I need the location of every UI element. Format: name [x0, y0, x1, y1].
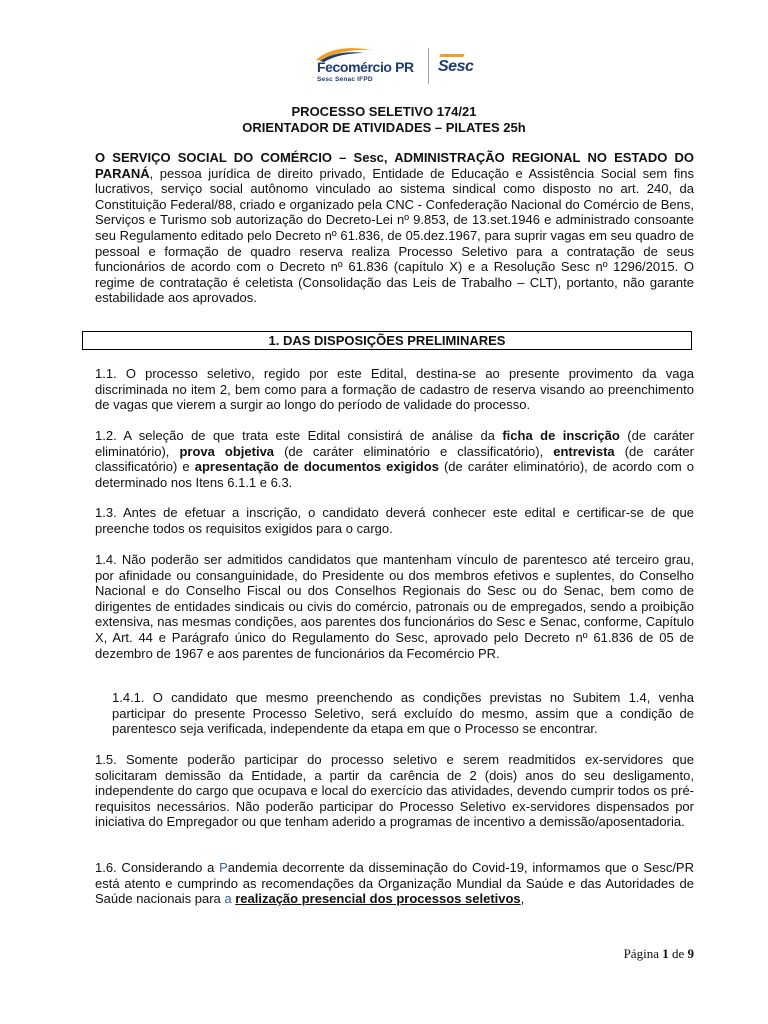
- p1-2-bold-prova: prova objetiva: [179, 443, 275, 459]
- paragraph-1-5: 1.5. Somente poderão participar do processo seletivo e serem readmitidos ex-servidores que solicitaram demissão da Entidade, a partir da carência de 2 (dois) anos do seu desligamento, independente do cargo que ocupava e local do exercício das atividades, devendo cumprir todos os pré-requisitos necessários. Não poderão participar do Processo Seletivo ex-servidores dispensados por iniciativa do Empregador ou que tenham aderido a programas de incentivo a demissão/aposentadoria.: [95, 752, 694, 830]
- paragraph-1-3: 1.3. Antes de efetuar a inscrição, o candidato deverá conhecer este edital e certificar-se de que preenche todos os requisitos exigidos para o cargo.: [95, 505, 694, 536]
- document-title: PROCESSO SELETIVO 174/21: [291, 104, 477, 119]
- p1-2-bold-entrevista: entrevista: [553, 443, 615, 459]
- intro-text: , pessoa jurídica de direito privado, Entidade de Educação e Assistência Social sem fins lucrativos, serviço social autônomo vinculado ao sistema sindical como disposto no art. 240, da Constituição Federal/88, criado e organizado pela CNC - Confederação Nacional do Comércio de Bens, Serviços e Turismo sob autorização do Decreto-Lei nº 9.853, de 13.set.1946 e administrado consoante seu Regulamento editado pelo Decreto nº 61.836, de 05.dez.1967, para suprir vagas em seu quadro de pessoal e formação de quadro reserva realiza Processo Seletivo para a contratação de seus funcionários de acordo com o Decreto nº 61.836 (capítulo X) e a Resolução Sesc nº 1296/2015. O regime de contratação é celetista (Consolidação das Leis de Trabalho – CLT), portanto, não garante estabilidade aos aprovados.: [95, 165, 694, 306]
- p1-2-text-g: (de caráter classificatório) e: [95, 443, 694, 475]
- p1-2-text-e: (de caráter eliminatório e classificatório),: [274, 443, 554, 459]
- footer-page-total: 9: [687, 946, 694, 961]
- section-1-heading: 1. DAS DISPOSIÇÕES PRELIMINARES: [82, 331, 692, 350]
- paragraph-1-2: [95, 428, 694, 490]
- paragraph-1-4: 1.4. Não poderão ser admitidos candidatos que mantenham vínculo de parentesco até terceiro grau, por afinidade ou consanguinidade, do Presidente ou dos membros efetivos e suplentes, do Conselho Nacional e do Conselho Fiscal ou dos Conselhos Regionais do Sesc ou do Senac, bem como de dirigentes de entidades sindicais ou civis do comércio, patronais ou de empregados, sendo a proibição extensiva, nas mesmas condições, aos parentes dos funcionários do Sesc e Senac, conforme, Capítulo X, Art. 44 e Parágrafo único do Regulamento do Sesc, aprovado pelo Decreto nº 61.836 de 05 de dezembro de 1967 e aos parentes de funcionários da Fecomércio PR.: [95, 552, 694, 661]
- header-logos: [0, 44, 768, 88]
- sesc-logo: Sesc: [438, 58, 474, 75]
- p1-2-bold-documentos: apresentação de documentos exigidos: [194, 459, 439, 475]
- paragraph-1-4-1: 1.4.1. O candidato que mesmo preenchendo as condições previstas no Subitem 1.4, venha participar do presente Processo Seletivo, será excluído do mesmo, assim que a condição de parentesco seja verificada, independente da etapa em que o Processo se encontrar.: [112, 690, 694, 737]
- p1-6-text-a: 1.6. Considerando a: [95, 860, 220, 875]
- footer-of-word: de: [671, 946, 685, 961]
- p1-2-bold-ficha: ficha de inscrição: [502, 428, 620, 443]
- fecomercio-logo: [314, 44, 426, 84]
- p1-6-text-c: andemia decorrente da disseminação do Covid-19, informamos que o Sesc/PR está atento e cumprindo as recomendações da Organização Mundial da Saúde e das Autoridades de Saúde nacionais para: [95, 860, 694, 907]
- intro-bold: O SERVIÇO SOCIAL DO COMÉRCIO – Sesc, ADMINISTRAÇÃO REGIONAL NO ESTADO DO PARANÁ: [95, 150, 694, 181]
- footer-page-number: 1: [662, 946, 669, 961]
- paragraph-1-1: 1.1. O processo seletivo, regido por este Edital, destina-se ao presente provimento da vaga discriminada no item 2, bem como para a formação de cadastro de reserva visando ao preenchimento de vagas que vierem a surgir ao longo do período de validade do processo.: [95, 366, 694, 413]
- page-footer: [624, 946, 694, 962]
- document-subtitle: ORIENTADOR DE ATIVIDADES – PILATES 25h: [242, 120, 526, 135]
- p1-6-comma: ,: [520, 891, 525, 907]
- intro-paragraph: [95, 150, 694, 306]
- p1-6-blue-a: a: [224, 891, 232, 907]
- p1-2-text-i: (de caráter eliminatório), de acordo com o determinado nos Itens 6.1.1 e 6.3.: [95, 459, 695, 490]
- p1-2-text-c: (de caráter eliminatório),: [95, 428, 694, 459]
- p1-6-blue-p: P: [219, 860, 228, 875]
- paragraph-1-6: [95, 860, 694, 907]
- fecomercio-subtitle: Sesc Senac IFPD: [317, 76, 373, 83]
- footer-page-word: Página: [623, 946, 659, 961]
- logo-divider: [428, 48, 429, 84]
- sesc-accent-bar: [439, 54, 464, 57]
- p1-2-text-a: 1.2. A seleção de que trata este Edital consistirá de análise da: [95, 428, 503, 443]
- fecomercio-name: Fecomércio PR: [317, 59, 414, 75]
- p1-6-underlined-text: realização presencial dos processos seletivos: [235, 891, 521, 907]
